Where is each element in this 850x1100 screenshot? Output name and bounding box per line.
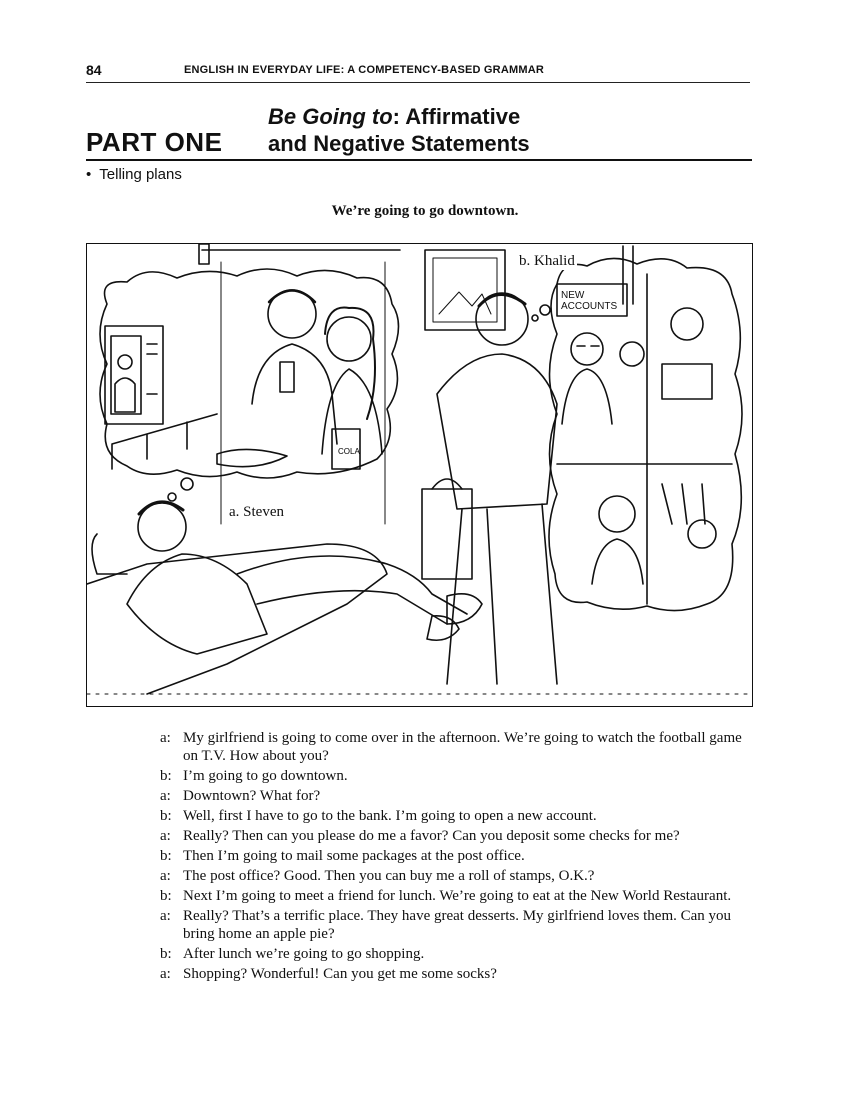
snack-bowl (217, 449, 287, 466)
steven-shoe-2 (427, 616, 459, 640)
label-steven: a. Steven (229, 504, 284, 520)
speaker-label: b: (160, 848, 172, 864)
soda-can (280, 362, 294, 392)
speaker-label: a: (160, 730, 171, 746)
wall-picture (425, 250, 505, 330)
steven-leg-upper (237, 556, 467, 614)
thought-dot-1 (181, 478, 193, 490)
postal-clerk-head (671, 308, 703, 340)
speaker-label: b: (160, 946, 172, 962)
tv-knobs (147, 344, 157, 394)
illustration-drawing (87, 244, 753, 707)
dialogue-line (160, 907, 760, 943)
speaker-label: b: (160, 768, 172, 784)
line-text: I’m going to go downtown. (183, 768, 348, 784)
section-title-line2: and Negative Statements (268, 131, 530, 156)
window-frame (221, 262, 385, 524)
speaker-label: a: (160, 908, 171, 924)
tv-stand (112, 414, 217, 469)
new-accounts-sign-text (561, 290, 631, 312)
lounge-chair (87, 544, 387, 694)
illustration-caption: We’re going to go downtown. (331, 203, 519, 219)
steven-head (138, 503, 186, 551)
line-text: The post office? Good. Then you can buy me a roll of stamps, O.K.? (183, 868, 595, 884)
line-text: Then I’m going to mail some packages at the post office. (183, 848, 525, 864)
tv-person-head (118, 355, 132, 369)
speaker-label: b: (160, 808, 172, 824)
shopping-bag (422, 489, 472, 579)
khalid-thought-dot-2 (532, 315, 538, 321)
dialogue-line (160, 965, 760, 983)
girlfriend-body (322, 369, 382, 454)
sign-line-2: ACCOUNTS (561, 301, 618, 312)
topic-text: Telling plans (99, 166, 182, 183)
girlfriend-head (327, 317, 371, 361)
dialogue-line (160, 867, 760, 885)
dialogue-line (160, 827, 760, 845)
line-text: Downtown? What for? (183, 788, 321, 804)
curtain-rod-bracket (199, 244, 209, 264)
line-text: My girlfriend is going to come over in the afternoon. We’re going to watch the football game on T.V. How about you? (183, 730, 742, 764)
running-head: ENGLISH IN EVERYDAY LIFE: A COMPETENCY-BASED GRAMMAR (184, 64, 544, 76)
page-header (86, 60, 750, 83)
dialogue-line (160, 807, 760, 825)
tv-set (105, 326, 163, 424)
dialogue-line (160, 787, 760, 805)
speaker-label: a: (160, 966, 171, 982)
title-rule (86, 159, 752, 161)
thought-dot-2 (168, 493, 176, 501)
dialogue-line (160, 847, 760, 865)
topic-bullet-item (86, 166, 182, 183)
dialogue (160, 729, 760, 985)
speaker-label: a: (160, 868, 171, 884)
label-khalid: b. Khalid (519, 253, 575, 269)
wall-picture-inner (433, 258, 497, 322)
chair-headrest (92, 534, 127, 574)
speaker-label: b: (160, 888, 172, 904)
bullet-icon: • (86, 166, 92, 183)
shopping-bag-handle (432, 479, 462, 489)
section-title-em: Be Going to (268, 104, 393, 129)
section-title-rest: : Affirmative (392, 104, 521, 129)
friend-body (592, 539, 643, 584)
line-text: Shopping? Wonderful! Can you get me some socks? (183, 966, 497, 982)
line-text: Next I’m going to meet a friend for lunch. We’re going to eat at the New World Restaurant. (183, 888, 732, 904)
tv-person-body (115, 378, 135, 412)
illustration (86, 243, 753, 707)
speaker-label: a: (160, 788, 171, 804)
customer-head (620, 342, 644, 366)
part-label: PART ONE (86, 127, 223, 157)
dialogue-line (160, 945, 760, 963)
line-text: Really? That’s a terrific place. They have great desserts. My girlfriend loves them. Can you bring home an apple pie? (183, 908, 732, 942)
speaker-label: a: (160, 828, 171, 844)
package (662, 364, 712, 399)
line-text: After lunch we’re going to go shopping. (183, 946, 425, 962)
dialogue-line (160, 887, 760, 905)
dialogue-line (160, 729, 760, 765)
sign-line-1: NEW (561, 290, 585, 301)
khalid-shirt (437, 354, 557, 509)
page-number: 84 (86, 62, 102, 78)
banker-head (571, 333, 603, 365)
khalid-hair (479, 294, 525, 306)
dialogue-line (160, 767, 760, 785)
khalid-thought-dot-1 (540, 305, 550, 315)
shopper-head (688, 520, 716, 548)
banker-body (562, 369, 612, 424)
socks-display (662, 484, 705, 524)
bubble-dividers (557, 274, 732, 604)
steven-leg-lower (257, 591, 447, 624)
line-text: Well, first I have to go to the bank. I’m going to open a new account. (183, 808, 597, 824)
cola-can-label: COLA (338, 447, 360, 456)
line-text: Really? Then can you please do me a favor? Can you deposit some checks for me? (183, 828, 680, 844)
boyfriend-hair (269, 291, 315, 303)
section-title-line1 (268, 104, 520, 130)
friend-head (599, 496, 635, 532)
steven-torso (127, 554, 267, 654)
